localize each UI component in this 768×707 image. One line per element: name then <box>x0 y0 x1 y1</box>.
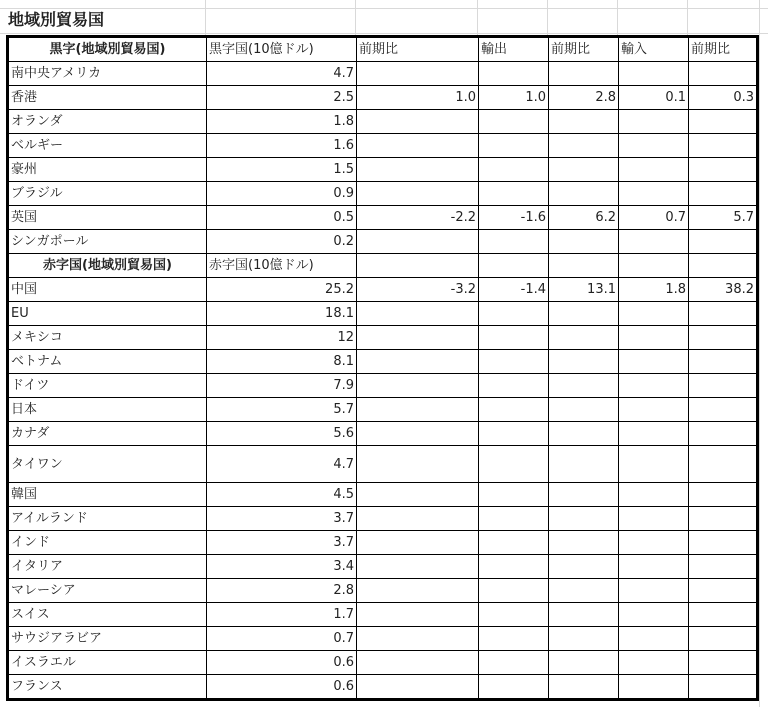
c3-cell[interactable] <box>357 158 479 182</box>
c5-cell[interactable] <box>549 446 619 483</box>
c4-cell[interactable] <box>479 62 549 86</box>
c6-cell[interactable] <box>619 531 689 555</box>
table-row <box>8 483 758 507</box>
c7-cell[interactable] <box>689 531 758 555</box>
value-cell[interactable]: 1.8 <box>207 110 357 134</box>
c3-cell[interactable] <box>357 531 479 555</box>
c7-cell[interactable] <box>689 675 758 700</box>
c4-cell[interactable] <box>479 326 549 350</box>
c3-cell[interactable] <box>357 579 479 603</box>
header-c6-cell[interactable] <box>619 254 689 278</box>
value-cell[interactable]: 5.7 <box>207 398 357 422</box>
surplus-header-row <box>8 37 758 62</box>
header-c5-cell[interactable] <box>549 254 619 278</box>
c5-cell[interactable] <box>549 483 619 507</box>
c5-cell[interactable] <box>549 158 619 182</box>
c7-cell[interactable] <box>689 398 758 422</box>
header-c7-cell[interactable]: 前期比 <box>689 37 758 62</box>
c5-cell[interactable] <box>549 230 619 254</box>
c6-cell[interactable] <box>619 507 689 531</box>
country-name-cell[interactable]: ベトナム <box>8 350 207 374</box>
country-name-cell[interactable]: 南中央アメリカ <box>8 62 207 86</box>
country-name-cell[interactable]: サウジアラビア <box>8 627 207 651</box>
value-cell[interactable]: 1.6 <box>207 134 357 158</box>
table-row <box>8 374 758 398</box>
c3-cell[interactable] <box>357 675 479 700</box>
country-name-cell[interactable]: 韓国 <box>8 483 207 507</box>
table-row <box>8 350 758 374</box>
c5-cell[interactable] <box>549 422 619 446</box>
header-value-cell[interactable]: 黒字国(10億ドル) <box>207 37 357 62</box>
c4-cell[interactable] <box>479 651 549 675</box>
value-cell[interactable]: 0.6 <box>207 651 357 675</box>
c4-cell[interactable] <box>479 158 549 182</box>
country-name-cell[interactable]: 日本 <box>8 398 207 422</box>
c7-cell[interactable] <box>689 422 758 446</box>
c3-cell[interactable] <box>357 627 479 651</box>
c6-cell[interactable]: 1.8 <box>619 278 689 302</box>
c5-cell[interactable] <box>549 651 619 675</box>
c5-cell[interactable] <box>549 531 619 555</box>
c7-cell[interactable] <box>689 374 758 398</box>
table-row <box>8 651 758 675</box>
c3-cell[interactable] <box>357 374 479 398</box>
c6-cell[interactable] <box>619 579 689 603</box>
c5-cell[interactable] <box>549 182 619 206</box>
table-row <box>8 62 758 86</box>
country-name-cell[interactable]: 香港 <box>8 86 207 110</box>
c7-cell[interactable] <box>689 555 758 579</box>
country-name-cell[interactable]: マレーシア <box>8 579 207 603</box>
c3-cell[interactable] <box>357 483 479 507</box>
c6-cell[interactable] <box>619 350 689 374</box>
value-cell[interactable]: 5.6 <box>207 422 357 446</box>
c7-cell[interactable]: 5.7 <box>689 206 758 230</box>
c3-cell[interactable] <box>357 507 479 531</box>
value-cell[interactable]: 2.5 <box>207 86 357 110</box>
c5-cell[interactable]: 13.1 <box>549 278 619 302</box>
c7-cell[interactable] <box>689 446 758 483</box>
c3-cell[interactable] <box>357 134 479 158</box>
table-row <box>8 230 758 254</box>
c3-cell[interactable] <box>357 422 479 446</box>
c3-cell[interactable] <box>357 651 479 675</box>
c4-cell[interactable] <box>479 603 549 627</box>
country-name-cell[interactable]: EU <box>8 302 207 326</box>
c6-cell[interactable]: 0.7 <box>619 206 689 230</box>
c6-cell[interactable] <box>619 302 689 326</box>
table-row <box>8 206 758 230</box>
header-c3-cell[interactable] <box>357 254 479 278</box>
c5-cell[interactable] <box>549 627 619 651</box>
c5-cell[interactable]: 6.2 <box>549 206 619 230</box>
c4-cell[interactable] <box>479 579 549 603</box>
table-row <box>8 627 758 651</box>
c6-cell[interactable] <box>619 110 689 134</box>
header-c6-cell[interactable]: 輸入 <box>619 37 689 62</box>
c4-cell[interactable]: 1.0 <box>479 86 549 110</box>
country-name-cell[interactable]: メキシコ <box>8 326 207 350</box>
value-cell[interactable]: 0.2 <box>207 230 357 254</box>
c4-cell[interactable] <box>479 627 549 651</box>
country-name-cell[interactable]: イスラエル <box>8 651 207 675</box>
value-cell[interactable]: 0.6 <box>207 675 357 700</box>
c5-cell[interactable] <box>549 134 619 158</box>
table-row <box>8 446 758 483</box>
c5-cell[interactable] <box>549 110 619 134</box>
c6-cell[interactable] <box>619 134 689 158</box>
c4-cell[interactable] <box>479 230 549 254</box>
c3-cell[interactable] <box>357 326 479 350</box>
c6-cell[interactable] <box>619 422 689 446</box>
c6-cell[interactable] <box>619 675 689 700</box>
c5-cell[interactable] <box>549 374 619 398</box>
value-cell[interactable]: 4.7 <box>207 446 357 483</box>
c6-cell[interactable] <box>619 374 689 398</box>
table-row <box>8 675 758 700</box>
c7-cell[interactable] <box>689 579 758 603</box>
header-region-cell[interactable]: 赤字国(地域別貿易国) <box>8 254 207 278</box>
value-cell[interactable]: 3.7 <box>207 531 357 555</box>
value-cell[interactable]: 2.8 <box>207 579 357 603</box>
country-name-cell[interactable]: オランダ <box>8 110 207 134</box>
value-cell[interactable]: 8.1 <box>207 350 357 374</box>
country-name-cell[interactable]: ドイツ <box>8 374 207 398</box>
c5-cell[interactable] <box>549 603 619 627</box>
c7-cell[interactable] <box>689 603 758 627</box>
country-name-cell[interactable]: フランス <box>8 675 207 700</box>
table-row <box>8 86 758 110</box>
table-row <box>8 278 758 302</box>
table-row <box>8 531 758 555</box>
header-c4-cell[interactable]: 輸出 <box>479 37 549 62</box>
table-row <box>8 603 758 627</box>
c4-cell[interactable] <box>479 302 549 326</box>
value-cell[interactable]: 18.1 <box>207 302 357 326</box>
c6-cell[interactable] <box>619 446 689 483</box>
table-row <box>8 158 758 182</box>
c7-cell[interactable] <box>689 483 758 507</box>
c3-cell[interactable] <box>357 350 479 374</box>
c5-cell[interactable] <box>549 507 619 531</box>
c6-cell[interactable] <box>619 62 689 86</box>
c7-cell[interactable] <box>689 627 758 651</box>
country-name-cell[interactable]: ブラジル <box>8 182 207 206</box>
c5-cell[interactable] <box>549 62 619 86</box>
table-row <box>8 507 758 531</box>
value-cell[interactable]: 3.7 <box>207 507 357 531</box>
c5-cell[interactable] <box>549 350 619 374</box>
c4-cell[interactable] <box>479 675 549 700</box>
header-c4-cell[interactable] <box>479 254 549 278</box>
value-cell[interactable]: 7.9 <box>207 374 357 398</box>
c3-cell[interactable] <box>357 62 479 86</box>
c7-cell[interactable] <box>689 326 758 350</box>
c6-cell[interactable] <box>619 398 689 422</box>
c4-cell[interactable] <box>479 507 549 531</box>
c4-cell[interactable] <box>479 422 549 446</box>
c5-cell[interactable] <box>549 398 619 422</box>
c3-cell[interactable]: -3.2 <box>357 278 479 302</box>
c4-cell[interactable] <box>479 555 549 579</box>
header-c5-cell[interactable]: 前期比 <box>549 37 619 62</box>
header-region-cell[interactable]: 黒字(地域別貿易国) <box>8 37 207 62</box>
c6-cell[interactable] <box>619 158 689 182</box>
c4-cell[interactable] <box>479 398 549 422</box>
table-row <box>8 302 758 326</box>
c3-cell[interactable] <box>357 603 479 627</box>
c4-cell[interactable] <box>479 350 549 374</box>
value-cell[interactable]: 0.5 <box>207 206 357 230</box>
c7-cell[interactable] <box>689 158 758 182</box>
c4-cell[interactable] <box>479 110 549 134</box>
c7-cell[interactable] <box>689 110 758 134</box>
c4-cell[interactable] <box>479 182 549 206</box>
c3-cell[interactable] <box>357 110 479 134</box>
country-name-cell[interactable]: タイワン <box>8 446 207 483</box>
c5-cell[interactable] <box>549 326 619 350</box>
country-name-cell[interactable]: 英国 <box>8 206 207 230</box>
country-name-cell[interactable]: シンガポール <box>8 230 207 254</box>
c5-cell[interactable] <box>549 579 619 603</box>
c3-cell[interactable] <box>357 182 479 206</box>
c7-cell[interactable] <box>689 62 758 86</box>
value-cell[interactable]: 1.7 <box>207 603 357 627</box>
c4-cell[interactable] <box>479 134 549 158</box>
c3-cell[interactable]: -2.2 <box>357 206 479 230</box>
c7-cell[interactable]: 0.3 <box>689 86 758 110</box>
c7-cell[interactable] <box>689 350 758 374</box>
c4-cell[interactable] <box>479 483 549 507</box>
country-name-cell[interactable]: ベルギー <box>8 134 207 158</box>
table-row <box>8 555 758 579</box>
table-row <box>8 182 758 206</box>
c6-cell[interactable] <box>619 651 689 675</box>
c4-cell[interactable] <box>479 374 549 398</box>
c5-cell[interactable] <box>549 302 619 326</box>
country-name-cell[interactable]: イタリア <box>8 555 207 579</box>
value-cell[interactable]: 1.5 <box>207 158 357 182</box>
table-row <box>8 422 758 446</box>
table-row <box>8 110 758 134</box>
c3-cell[interactable] <box>357 398 479 422</box>
value-cell[interactable]: 0.9 <box>207 182 357 206</box>
country-name-cell[interactable]: カナダ <box>8 422 207 446</box>
country-name-cell[interactable]: スイス <box>8 603 207 627</box>
header-c3-cell[interactable]: 前期比 <box>357 37 479 62</box>
header-value-cell[interactable]: 赤字国(10億ドル) <box>207 254 357 278</box>
table-row <box>8 134 758 158</box>
c7-cell[interactable] <box>689 507 758 531</box>
deficit-header-row <box>8 254 758 278</box>
c7-cell[interactable] <box>689 230 758 254</box>
c7-cell[interactable] <box>689 651 758 675</box>
c6-cell[interactable] <box>619 230 689 254</box>
c6-cell[interactable] <box>619 182 689 206</box>
country-name-cell[interactable]: インド <box>8 531 207 555</box>
c7-cell[interactable] <box>689 134 758 158</box>
sheet-title[interactable]: 地域別貿易国 <box>8 10 105 29</box>
value-cell[interactable]: 4.7 <box>207 62 357 86</box>
c3-cell[interactable] <box>357 230 479 254</box>
country-name-cell[interactable]: 中国 <box>8 278 207 302</box>
c5-cell[interactable]: 2.8 <box>549 86 619 110</box>
c7-cell[interactable] <box>689 182 758 206</box>
c6-cell[interactable] <box>619 483 689 507</box>
table-row <box>8 579 758 603</box>
c3-cell[interactable]: 1.0 <box>357 86 479 110</box>
c6-cell[interactable] <box>619 603 689 627</box>
value-cell[interactable]: 4.5 <box>207 483 357 507</box>
c4-cell[interactable] <box>479 531 549 555</box>
c7-cell[interactable] <box>689 302 758 326</box>
c5-cell[interactable] <box>549 555 619 579</box>
table-row <box>8 398 758 422</box>
c6-cell[interactable] <box>619 627 689 651</box>
c7-cell[interactable]: 38.2 <box>689 278 758 302</box>
trade-table <box>6 35 759 701</box>
c5-cell[interactable] <box>549 675 619 700</box>
value-cell[interactable]: 3.4 <box>207 555 357 579</box>
c3-cell[interactable] <box>357 302 479 326</box>
value-cell[interactable]: 25.2 <box>207 278 357 302</box>
value-cell[interactable]: 12 <box>207 326 357 350</box>
c6-cell[interactable] <box>619 326 689 350</box>
value-cell[interactable]: 0.7 <box>207 627 357 651</box>
c6-cell[interactable]: 0.1 <box>619 86 689 110</box>
header-c7-cell[interactable] <box>689 254 758 278</box>
c3-cell[interactable] <box>357 446 479 483</box>
country-name-cell[interactable]: アイルランド <box>8 507 207 531</box>
c3-cell[interactable] <box>357 555 479 579</box>
country-name-cell[interactable]: 豪州 <box>8 158 207 182</box>
c6-cell[interactable] <box>619 555 689 579</box>
c4-cell[interactable]: -1.4 <box>479 278 549 302</box>
c4-cell[interactable]: -1.6 <box>479 206 549 230</box>
c4-cell[interactable] <box>479 446 549 483</box>
table-row <box>8 326 758 350</box>
